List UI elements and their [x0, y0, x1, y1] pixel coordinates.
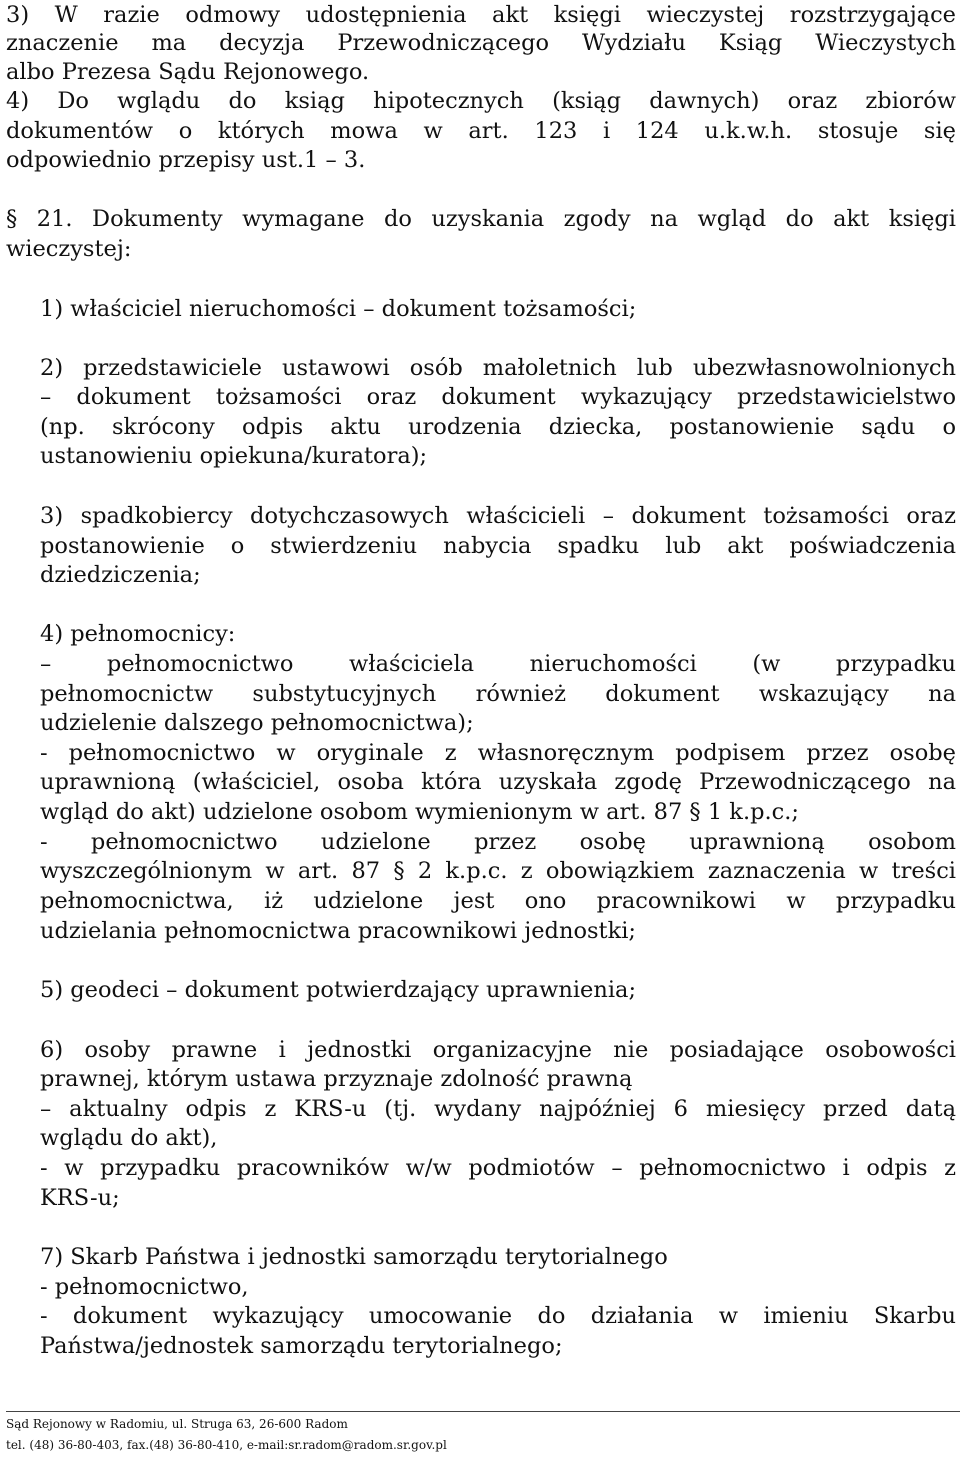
item-4-line-9: wyszczególnionym w art. 87 § 2 k.p.c. z obowiązkiem zaznaczenia w treści	[40, 858, 956, 884]
item-2-line-4: ustanowieniu opiekuna/kuratora);	[40, 443, 428, 469]
section3-line-2: znaczenie ma decyzja Przewodniczącego Wydziału Ksiąg Wieczystych	[6, 30, 956, 56]
item-6-line-5: - w przypadku pracowników w/w podmiotów – pełnomocnictwo i odpis z	[40, 1155, 956, 1181]
item-3-line-3: dziedziczenia;	[40, 562, 201, 588]
item-5: 5) geodeci – dokument potwierdzający uprawnienia;	[40, 977, 637, 1003]
item-1: 1) właściciel nieruchomości – dokument tożsamości;	[40, 296, 637, 322]
item-4-line-11: udzielania pełnomocnictwa pracownikowi jednostki;	[40, 918, 636, 944]
item-6-line-3: – aktualny odpis z KRS-u (tj. wydany najpóźniej 6 miesięcy przed datą	[40, 1096, 956, 1122]
item-4-line-10: pełnomocnictwa, iż udzielone jest ono pracownikowi w przypadku	[40, 888, 956, 914]
item-6-line-4: wglądu do akt),	[40, 1125, 218, 1151]
item-6-line-2: prawnej, którym ustawa przyznaje zdolność prawną	[40, 1066, 633, 1092]
item-2-line-2: – dokument tożsamości oraz dokument wykazujący przedstawicielstwo	[40, 384, 956, 410]
document-page	[6, 0, 956, 1457]
item-7-line-3: - dokument wykazujący umocowanie do działania w imieniu Skarbu	[40, 1303, 956, 1329]
para21-heading-cont: wieczystej:	[6, 236, 132, 262]
item-2-line-1: 2) przedstawiciele ustawowi osób małoletnich lub ubezwłasnowolnionych	[40, 355, 956, 381]
section4-line-2: dokumentów o których mowa w art. 123 i 124 u.k.w.h. stosuje się	[6, 118, 956, 144]
section4-line-1: 4) Do wglądu do ksiąg hipotecznych (ksiąg dawnych) oraz zbiorów	[6, 88, 956, 114]
item-4-line-2: – pełnomocnictwo właściciela nieruchomości (w przypadku	[40, 651, 956, 677]
footer-contact: tel. (48) 36-80-403, fax.(48) 36-80-410, e-mail:sr.radom@radom.sr.gov.pl	[6, 1438, 447, 1452]
footer-address: Sąd Rejonowy w Radomiu, ul. Struga 63, 26-600 Radom	[6, 1417, 348, 1431]
item-7-line-4: Państwa/jednostek samorządu terytorialnego;	[40, 1333, 563, 1359]
item-7-line-2: - pełnomocnictwo,	[40, 1274, 249, 1300]
item-4-line-4: udzielenie dalszego pełnomocnictwa);	[40, 710, 474, 736]
item-3-line-2: postanowienie o stwierdzeniu nabycia spadku lub akt poświadczenia	[40, 533, 956, 559]
section3-line-1: 3) W razie odmowy udostępnienia akt księgi wieczystej rozstrzygające	[6, 2, 956, 28]
item-7-line-1: 7) Skarb Państwa i jednostki samorządu terytorialnego	[40, 1244, 668, 1270]
item-6-line-1: 6) osoby prawne i jednostki organizacyjne nie posiadające osobowości	[40, 1037, 956, 1063]
item-4-line-5: - pełnomocnictwo w oryginale z własnoręcznym podpisem przez osobę	[40, 740, 956, 766]
item-6-line-6: KRS-u;	[40, 1185, 120, 1211]
section4-line-3: odpowiednio przepisy ust.1 – 3.	[6, 147, 366, 173]
para21-heading: § 21. Dokumenty wymagane do uzyskania zgody na wgląd do akt księgi	[6, 206, 956, 232]
item-4-line-3: pełnomocnictw substytucyjnych również dokument wskazujący na	[40, 681, 956, 707]
item-4-heading: 4) pełnomocnicy:	[40, 621, 236, 647]
item-4-line-7: wgląd do akt) udzielone osobom wymienionym w art. 87 § 1 k.p.c.;	[40, 799, 799, 825]
item-4-line-6: uprawnioną (właściciel, osoba która uzyskała zgodę Przewodniczącego na	[40, 769, 956, 795]
section3-line-3: albo Prezesa Sądu Rejonowego.	[6, 59, 370, 85]
item-3-line-1: 3) spadkobiercy dotychczasowych właścicieli – dokument tożsamości oraz	[40, 503, 956, 529]
item-2-line-3: (np. skrócony odpis aktu urodzenia dziecka, postanowienie sądu o	[40, 414, 956, 440]
footer-divider	[6, 1411, 960, 1412]
item-4-line-8: - pełnomocnictwo udzielone przez osobę uprawnioną osobom	[40, 829, 956, 855]
